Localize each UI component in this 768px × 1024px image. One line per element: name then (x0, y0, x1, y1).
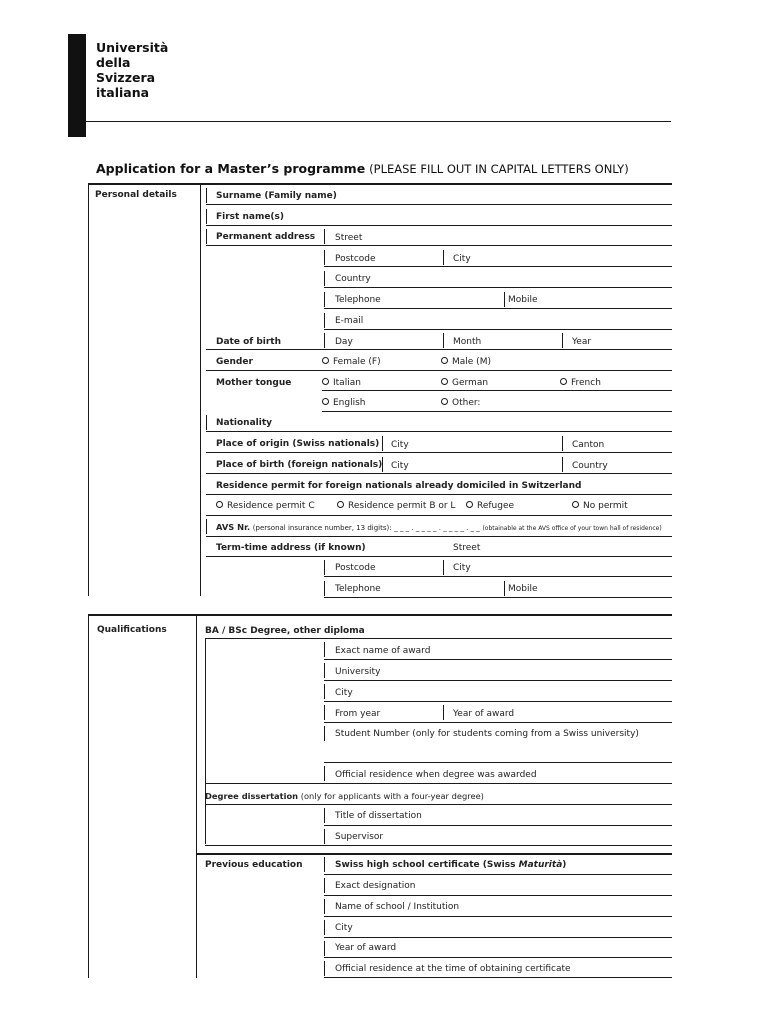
other-language-label: Other: (452, 398, 481, 408)
avs-label: AVS Nr. (216, 522, 251, 532)
permit-c-label: Residence permit C (227, 501, 315, 511)
field-tick (324, 560, 325, 575)
field-tick (324, 808, 325, 823)
field-tick (324, 961, 325, 976)
gender-female-option[interactable] (322, 357, 381, 368)
section-divider-rule (196, 616, 197, 978)
radio-icon[interactable] (441, 378, 448, 385)
official-residence-label: Official residence when degree was awarded (335, 770, 537, 780)
logo-line: della (96, 55, 131, 70)
field-tick (324, 581, 325, 596)
field-tick (562, 436, 563, 451)
postcode-label: Postcode (335, 254, 376, 264)
logo-line: italiana (96, 85, 150, 100)
day-label: Day (335, 337, 353, 347)
term-telephone-field[interactable] (324, 597, 672, 598)
surname-field[interactable] (206, 204, 672, 205)
permit-options-rule (206, 515, 672, 516)
radio-icon[interactable] (322, 378, 329, 385)
field-tick (324, 705, 325, 720)
section-left-rule (88, 183, 89, 596)
avs-mask: _ _ _ . _ _ _ _ . _ _ _ _ . _ _ (394, 524, 480, 532)
place-of-origin-field[interactable] (206, 452, 672, 453)
field-tick (504, 292, 505, 307)
term-address-label: Term-time address (if known) (216, 543, 366, 553)
field-tick (562, 457, 563, 472)
avs-rule (206, 536, 672, 537)
logo-line: Svizzera (96, 70, 156, 85)
logo-line: Università (96, 40, 169, 55)
dissertation-label: Degree dissertation (205, 791, 299, 801)
telephone-label: Telephone (335, 295, 381, 305)
field-tick (206, 209, 207, 224)
country-label: Country (335, 274, 371, 284)
term-street-field[interactable] (206, 556, 672, 557)
exact-name-field[interactable] (324, 659, 672, 660)
term-telephone-label: Telephone (335, 584, 381, 594)
street-label: Street (335, 233, 363, 243)
telephone-field[interactable] (324, 308, 672, 309)
field-tick (504, 581, 505, 596)
radio-icon[interactable] (441, 357, 448, 364)
gender-label: Gender (216, 357, 253, 367)
date-of-birth-field[interactable] (206, 349, 672, 350)
field-tick (206, 415, 207, 430)
field-tick (206, 519, 207, 534)
postcode-city-field[interactable] (324, 266, 672, 267)
french-option[interactable] (560, 378, 601, 389)
university-field[interactable] (324, 680, 672, 681)
previous-residence-label: Official residence at the time of obtaining certificate (335, 964, 571, 974)
no-permit-label: No permit (583, 501, 628, 511)
german-label: German (452, 378, 489, 388)
field-tick (324, 726, 325, 741)
field-tick (324, 250, 325, 265)
other-language-option[interactable] (441, 398, 480, 409)
student-number-label: Student Number (only for students coming from a Swiss university) (335, 729, 639, 739)
previous-city-field[interactable] (324, 937, 672, 938)
origin-canton-label: Canton (572, 440, 605, 450)
field-tick (324, 642, 325, 657)
date-of-birth-label: Date of birth (216, 337, 281, 347)
place-of-birth-field[interactable] (206, 473, 672, 474)
year-of-award-label: Year of award (453, 709, 515, 719)
radio-icon[interactable] (466, 501, 473, 508)
radio-icon[interactable] (216, 501, 223, 508)
month-label: Month (453, 337, 482, 347)
section-label-personal: Personal details (95, 190, 177, 200)
avs-note: (personal insurance number, 13 digits): (252, 524, 392, 532)
previous-city-label: City (335, 923, 353, 933)
field-tick (443, 705, 444, 720)
field-tick (382, 436, 383, 451)
gender-rule (206, 370, 672, 371)
field-tick (562, 333, 563, 348)
term-street-label: Street (453, 543, 481, 553)
nationality-label: Nationality (216, 418, 272, 428)
radio-icon[interactable] (322, 357, 329, 364)
field-tick (324, 684, 325, 699)
italian-option[interactable] (322, 378, 361, 389)
years-field[interactable] (324, 722, 672, 723)
first-names-field[interactable] (206, 225, 672, 226)
nationality-field[interactable] (206, 431, 672, 432)
section-rule-personal (88, 183, 672, 185)
refugee-option[interactable] (466, 501, 514, 512)
field-tick (324, 766, 325, 781)
german-option[interactable] (441, 378, 488, 389)
field-tick (382, 457, 383, 472)
field-tick (324, 920, 325, 935)
permit-c-option[interactable] (216, 501, 315, 512)
gender-male-option[interactable] (441, 357, 491, 368)
official-residence-field[interactable] (205, 783, 672, 784)
qualifications-inner-rule (205, 638, 206, 844)
previous-year-label: Year of award (335, 943, 397, 953)
email-field[interactable] (324, 329, 672, 330)
certificate-rule (324, 874, 672, 875)
dissertation-note: (only for applicants with a four-year degree) (300, 791, 484, 801)
certificate-label (335, 860, 566, 871)
supervisor-field[interactable] (205, 845, 672, 846)
origin-city-label: City (391, 440, 409, 450)
birth-city-label: City (391, 461, 409, 471)
degree-rule (205, 638, 672, 639)
section-divider-rule (200, 185, 201, 596)
gender-female-label: Female (F) (333, 357, 381, 367)
field-tick (324, 229, 325, 244)
supervisor-label: Supervisor (335, 832, 384, 842)
field-tick (206, 188, 207, 203)
qual-city-label: City (335, 688, 353, 698)
gender-male-label: Male (M) (452, 357, 491, 367)
certificate-suffix: ) (562, 860, 567, 870)
school-name-label: Name of school / Institution (335, 902, 460, 912)
radio-icon[interactable] (441, 398, 448, 405)
qual-city-field[interactable] (324, 701, 672, 702)
place-of-origin-label: Place of origin (Swiss nationals) (216, 439, 380, 449)
radio-icon[interactable] (572, 501, 579, 508)
section-rule-previous (196, 853, 672, 855)
field-tick (443, 560, 444, 575)
university-label: University (335, 667, 381, 677)
university-logo-text (96, 40, 168, 100)
place-of-birth-label: Place of birth (foreign nationals) (216, 460, 383, 470)
year-label: Year (572, 337, 592, 347)
term-postcode-label: Postcode (335, 563, 376, 573)
french-label: French (571, 378, 601, 388)
refugee-label: Refugee (477, 501, 515, 511)
street-field[interactable] (206, 245, 672, 246)
section-rule-qualifications (88, 614, 672, 616)
field-tick (324, 899, 325, 914)
term-mobile-label: Mobile (508, 584, 538, 594)
section-label-qualifications: Qualifications (97, 625, 167, 635)
header-rule (86, 121, 671, 122)
form-title (96, 161, 629, 176)
email-label: E-mail (335, 316, 364, 326)
field-tick (324, 313, 325, 328)
field-tick (324, 878, 325, 893)
radio-icon[interactable] (337, 501, 344, 508)
avs-obtain-note: (obtainable at the AVS office of your town hall of residence) (482, 525, 662, 532)
birth-country-label: Country (572, 461, 608, 471)
no-permit-option[interactable] (572, 501, 628, 512)
previous-residence-field[interactable] (324, 977, 672, 978)
radio-icon[interactable] (560, 378, 567, 385)
dissertation-heading (205, 791, 484, 802)
other-language-field[interactable] (322, 411, 672, 412)
field-tick (324, 333, 325, 348)
term-postcode-field[interactable] (324, 576, 672, 577)
mother-tongue-rule (322, 390, 672, 391)
avs-field[interactable] (216, 522, 662, 534)
dissertation-rule (205, 804, 672, 805)
english-label: English (333, 398, 366, 408)
surname-label: Surname (Family name) (216, 191, 337, 201)
residence-permit-label: Residence permit for foreign nationals already domiciled in Switzerland (216, 481, 582, 491)
school-name-field[interactable] (324, 916, 672, 917)
field-tick (324, 271, 325, 286)
field-tick (324, 663, 325, 678)
mobile-label: Mobile (508, 295, 538, 305)
residence-permit-rule (206, 494, 672, 495)
field-tick (206, 229, 207, 244)
form-title-note: (PLEASE FILL OUT IN CAPITAL LETTERS ONLY) (369, 162, 629, 176)
field-tick (324, 829, 325, 844)
permanent-address-label: Permanent address (216, 232, 316, 242)
term-city-label: City (453, 563, 471, 573)
title-dissertation-field[interactable] (324, 825, 672, 826)
exact-name-label: Exact name of award (335, 646, 431, 656)
section-label-previous: Previous education (205, 860, 303, 870)
permit-bl-label: Residence permit B or L (348, 501, 456, 511)
degree-label: BA / BSc Degree, other diploma (205, 626, 365, 636)
form-title-main: Application for a Master’s programme (96, 161, 366, 176)
previous-year-field[interactable] (324, 957, 672, 958)
radio-icon[interactable] (322, 398, 329, 405)
exact-designation-label: Exact designation (335, 881, 416, 891)
country-field[interactable] (324, 287, 672, 288)
title-dissertation-label: Title of dissertation (335, 811, 422, 821)
city-label: City (453, 254, 471, 264)
field-tick (443, 250, 444, 265)
field-tick (324, 857, 325, 872)
section-left-rule (88, 614, 89, 978)
field-tick (324, 292, 325, 307)
logo-bar (68, 34, 86, 137)
exact-designation-field[interactable] (324, 895, 672, 896)
mother-tongue-label: Mother tongue (216, 378, 292, 388)
field-tick (324, 941, 325, 956)
first-names-label: First name(s) (216, 212, 285, 222)
italian-label: Italian (333, 378, 361, 388)
from-year-label: From year (335, 709, 381, 719)
student-number-field[interactable] (324, 762, 672, 763)
english-option[interactable] (322, 398, 366, 409)
permit-bl-option[interactable] (337, 501, 455, 512)
certificate-prefix: Swiss high school certificate (Swiss (335, 860, 519, 870)
certificate-italic: Maturità (518, 860, 563, 870)
field-tick (443, 333, 444, 348)
